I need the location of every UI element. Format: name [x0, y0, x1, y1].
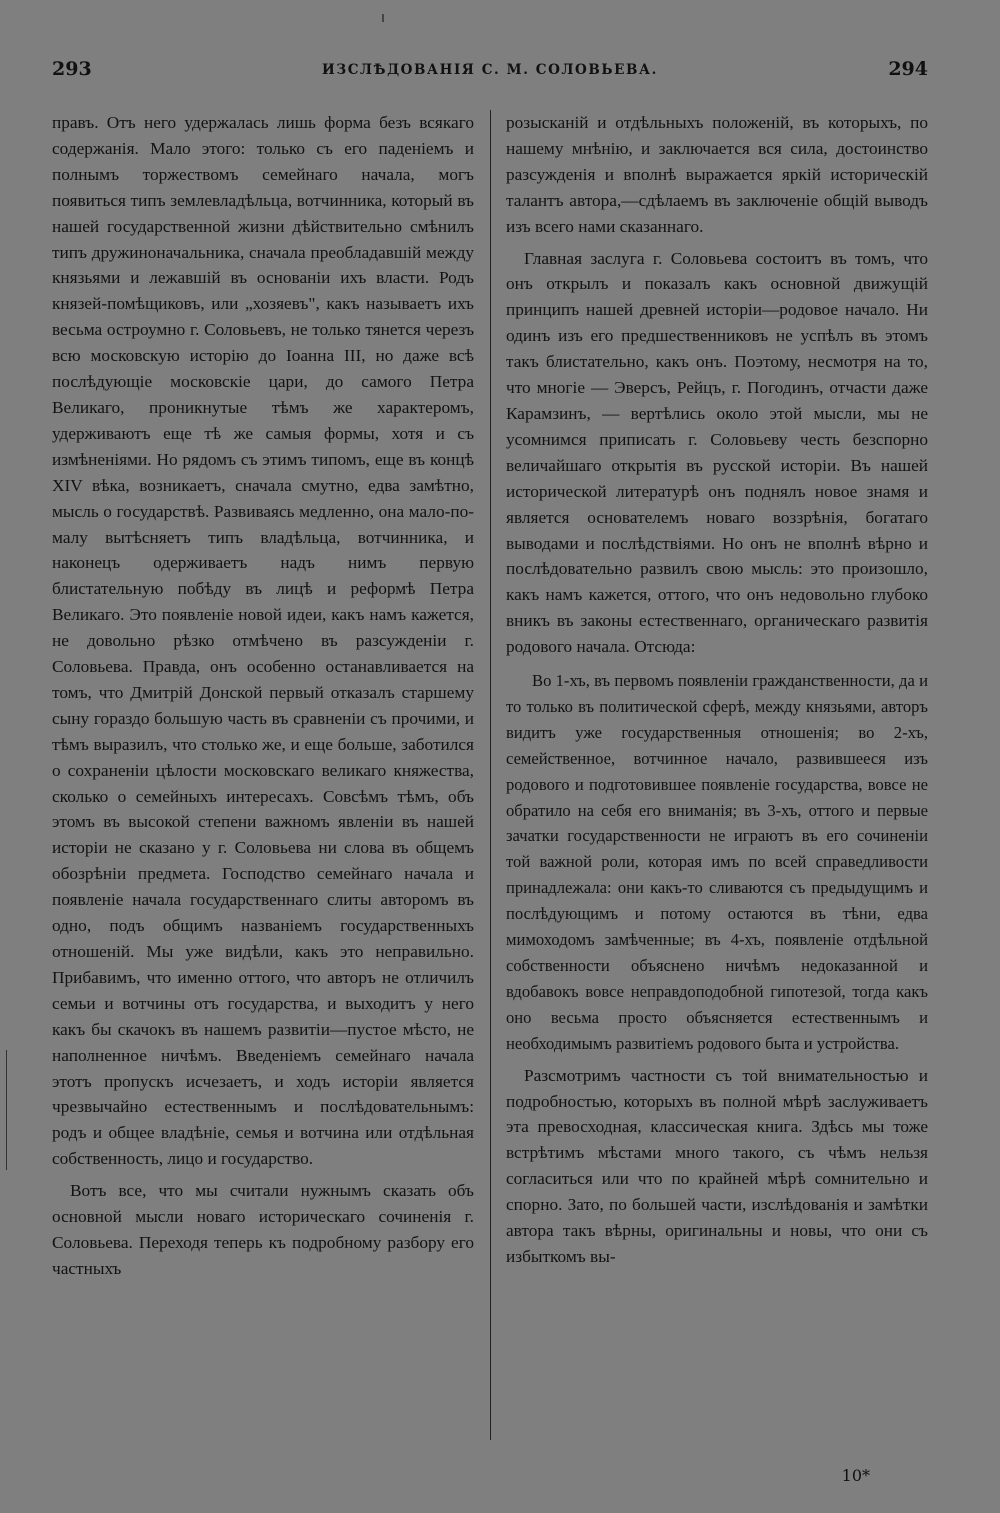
- page-number-left: 293: [52, 58, 92, 80]
- running-title: ИЗСЛѢДОВАНІЯ С. М. СОЛОВЬЕВА.: [322, 62, 658, 78]
- left-column: [52, 110, 474, 1282]
- ink-speck: [382, 14, 384, 22]
- right-column: [506, 110, 928, 1270]
- right-paragraph-3: Во 1-хъ, въ первомъ появленіи гражданственности, да и то только въ политической сферѣ, между князьями, авторъ видитъ уже государственныя отношенія; во 2-хъ, семейственное, вотчинное начало, развившееся изъ родового и подготовившее появленіе государства, вовсе не обратило на себя его вниманія; въ 3-хъ, оттого и первые зачатки государственности не играютъ въ его сочиненіи той важной роли, которая имъ по всей справедливости принадлежала: они какъ-то сливаются съ предыдущимъ и послѣдующимъ и потому остаются въ тѣни, едва мимоходомъ замѣченные; въ 4-хъ, появленіе отдѣльной собственности объяснено ничѣмъ недоказанной и вдобавокъ вовсе неправдоподобной гипотезой, тогда какъ оно весьма просто объясняется естественнымъ и необходимымъ развитіемъ родового быта и устройства.: [506, 671, 928, 1053]
- right-paragraph-2: Главная заслуга г. Соловьева состоитъ въ томъ, что онъ открылъ и показалъ какъ основной движущій принципъ нашей древней исторіи—родовое начало. Ни одинъ изъ его предшественниковъ не успѣлъ въ этомъ такъ блистательно, какъ онъ. Поэтому, несмотря на то, что многіе — Эверсъ, Рейцъ, г. Погодинъ, отчасти даже Карамзинъ, — вертѣлись около этой мысли, мы не усомнимся приписать г. Соловьеву честь безспорно величайшаго открытія въ русской исторіи. Въ нашей исторической литературѣ онъ поднялъ новое знамя и является основателемъ новаго воззрѣнія, богатаго выводами и послѣдствіями. Но онъ не вполнѣ вѣрно и послѣдовательно развилъ свою мысль: это произошло, какъ намъ кажется, оттого, что онъ недовольно глубоко вникъ въ законы естественнаго, органическаго развитія родового начала. Отсюда:: [506, 248, 928, 657]
- page-number-right: 294: [888, 58, 928, 80]
- running-header: [52, 58, 928, 88]
- page-edge-line: [6, 1050, 7, 1170]
- right-paragraph-4: Разсмотримъ частности съ той внимательностью и подробностью, которыхъ въ полной мѣрѣ заслуживаетъ эта превосходная, классическая книга. Здѣсь мы тоже встрѣтимъ мѣстами много такого, съ чѣмъ нельзя согласиться или что по крайней мѣрѣ сомнительно и спорно. Зато, по большей части, изслѣдованія и замѣтки автора такъ вѣрны, оригинальны и новы, что они съ избыткомъ вы-: [506, 1065, 928, 1266]
- signature-mark: 10*: [841, 1466, 870, 1485]
- right-paragraph-1: розысканій и отдѣльныхъ положеній, въ которыхъ, по нашему мнѣнію, и заключается вся сила, достоинство разсужденія и вполнѣ выражается яркій историческій талантъ автора,—сдѣлаемъ въ заключеніе общій выводъ изъ всего нами сказаннаго.: [506, 113, 928, 236]
- left-paragraph-2: Вотъ все, что мы считали нужнымъ сказать объ основной мысли новаго историческаго сочиненія г. Соловьева. Переходя теперь къ подробному разбору его частныхъ: [52, 1181, 474, 1278]
- left-paragraph-1: правъ. Отъ него удержалась лишь форма безъ всякаго содержанія. Мало этого: только съ его паденіемъ и полнымъ торжествомъ семейнаго начала, могъ появиться типъ землевладѣльца, вотчинника, который въ нашей государственной жизни дѣйствительно смѣнилъ типъ дружиноначальника, сначала преобладавшій между князьями и лежавшій въ основаніи ихъ власти. Родъ князей-помѣщиковъ, или „хозяевъ", какъ называетъ ихъ весьма остроумно г. Соловьевъ, не только тянется черезъ всю московскую исторію до Іоанна III, но даже всѣ послѣдующіе московскіе цари, до самого Петра Великаго, проникнутые тѣмъ же характеромъ, удерживаютъ еще тѣ же самыя формы, хотя и съ измѣненіями. Но рядомъ съ этимъ типомъ, еще въ концѣ XIV вѣка, возникаетъ, сначала смутно, едва замѣтно, мысль о государствѣ. Развиваясь медленно, она мало-по-малу вытѣсняетъ типъ владѣльца, вотчинника, и наконецъ одерживаетъ надъ нимъ первую блистательную побѣду въ лицѣ и реформѣ Петра Великаго. Это появленіе новой идеи, какъ намъ кажется, не довольно рѣзко отмѣчено въ разсужденіи г. Соловьева. Правда, онъ особенно останавливается на томъ, что Дмитрій Донской первый отказалъ старшему сыну гораздо большую часть въ сравненіи съ прочими, и тѣмъ выразилъ, что столько же, и еще больше, заботился о сохраненіи цѣлости московскаго великаго княжества, сколько о семейныхъ интересахъ. Совсѣмъ тѣмъ, объ этомъ въ высокой степени важномъ явленіи въ нашей исторіи не сказано у г. Соловьева ни слова въ общемъ обозрѣніи предмета. Господство семейнаго начала и появленіе начала государственнаго слиты авторомъ въ одно, подъ общимъ названіемъ государственныхъ отношеній. Мы уже видѣли, какъ это неправильно. Прибавимъ, что именно оттого, что авторъ не отличилъ семьи и вотчины отъ государства, и выходитъ у него какъ бы скачокъ въ нашемъ развитіи—пустое мѣсто, не наполненное ничѣмъ. Введеніемъ семейнаго начала этотъ пропускъ исчезаетъ, и ходъ исторіи является чрезвычайно естественнымъ и послѣдовательнымъ: родъ и общее владѣніе, семья и вотчина или отдѣльная собственность, лицо и государство.: [52, 113, 474, 1169]
- column-divider: [490, 110, 491, 1440]
